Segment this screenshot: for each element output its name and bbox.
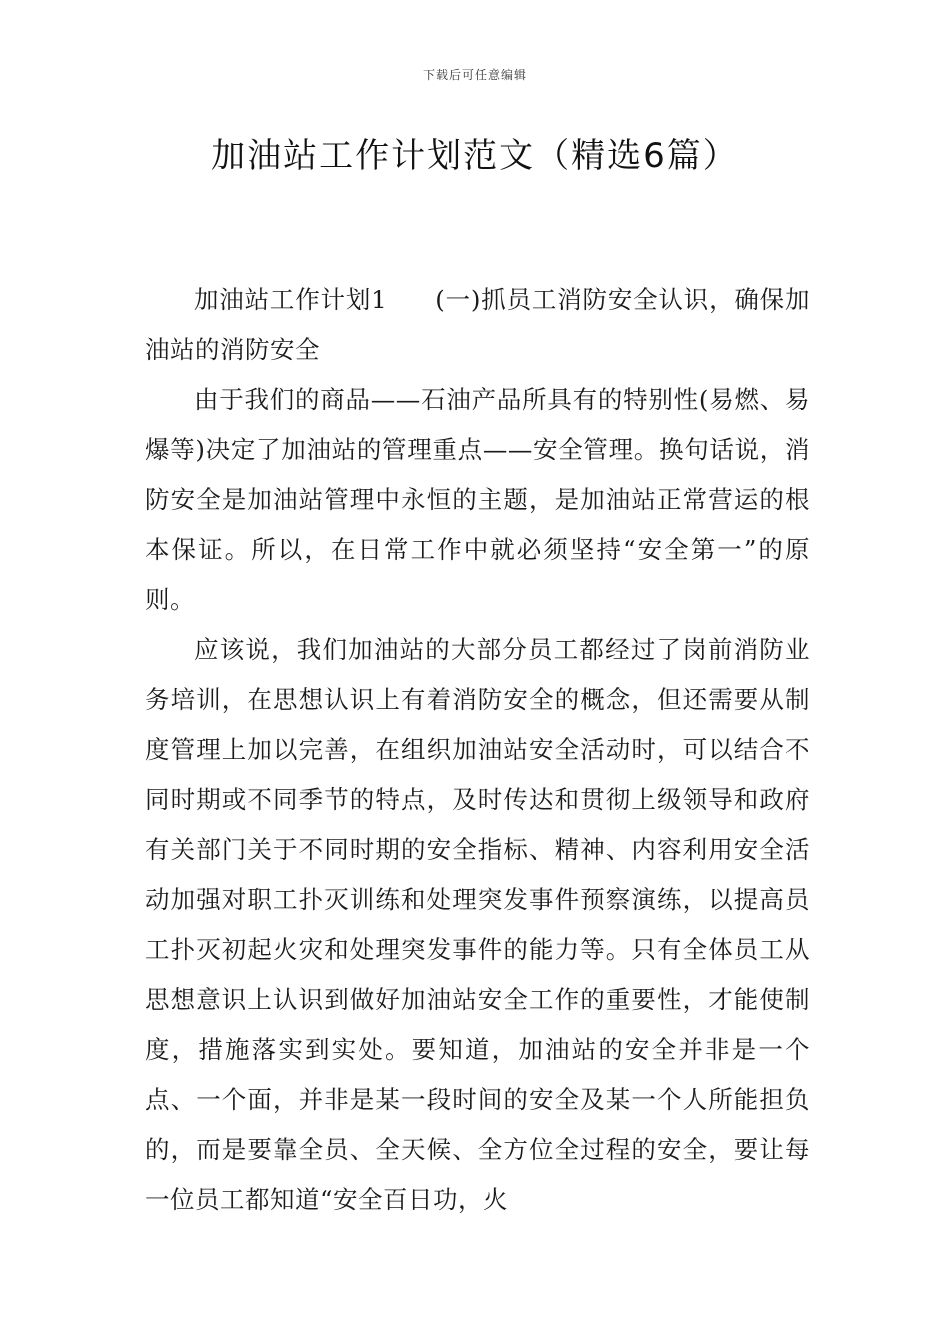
- body-paragraph: 应该说，我们加油站的大部分员工都经过了岗前消防业务培训，在思想认识上有着消防安全的概念，但还需要从制度管理上加以完善，在组织加油站安全活动时，可以结合不同时期或不同季节的特点，及时传达和贯彻上级领导和政府有关部门关于不同时期的安全指标、精神、内容利用安全活动加强对职工扑灭训练和处理突发事件预察演练，以提高员工扑灭初起火灾和处理突发事件的能力等。只有全体员工从思想意识上认识到做好加油站安全工作的重要性，才能使制度，措施落实到实处。要知道，加油站的安全并非是一个点、一个面，并非是某一段时间的安全及某一个人所能担负的，而是要靠全员、全天候、全方位全过程的安全，要让每一位员工都知道“安全百日功，火: [145, 635, 810, 1214]
- header-note: 下载后可任意编辑: [422, 68, 527, 82]
- section-heading: (一)抓员工消防安全认识，确保加油站的消防安全: [145, 285, 810, 364]
- body-paragraph: 由于我们的商品——石油产品所具有的特别性(易燃、易爆等)决定了加油站的管理重点——安全管理。换句话说，消防安全是加油站管理中永恒的主题，是加油站正常营运的根本保证。所以，在日常工作中就必须坚持“安全第一”的原则。: [145, 385, 810, 614]
- plan-label: 加油站工作计划1: [194, 285, 388, 314]
- document-title: 加油站工作计划范文（精选6篇）: [211, 136, 739, 176]
- document-body: [145, 275, 810, 1225]
- plan-heading-paragraph: [145, 275, 810, 375]
